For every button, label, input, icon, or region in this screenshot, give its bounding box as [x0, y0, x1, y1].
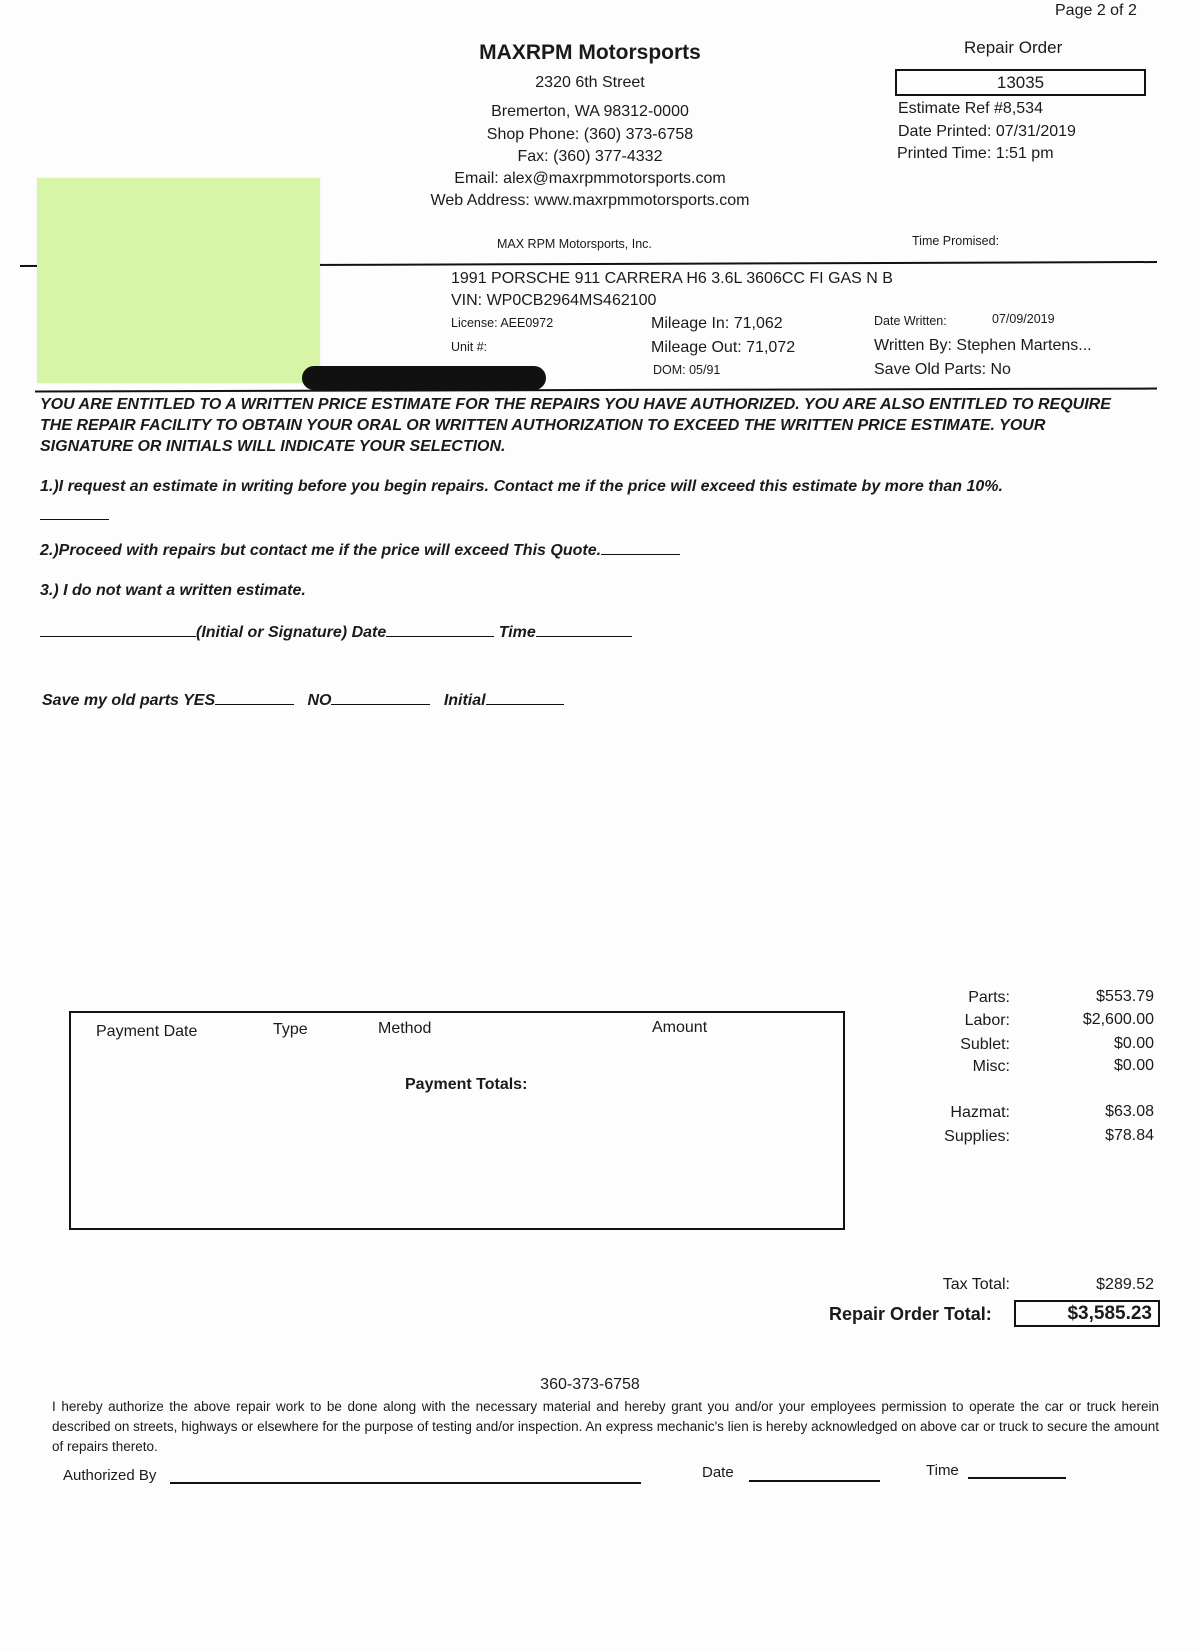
signature-row — [40, 622, 632, 642]
authorization-text: I hereby authorize the above repair work to be done along with the necessary material and hereby grant you and/or your employees permission to operate the car or truck herein described on streets, highways or elsewhere for the purpose of testing and/or inspection. An express mechanic's lien is hereby acknowledged on above car or truck to secure the amount of repairs thereto. — [52, 1399, 1159, 1454]
repair-order-number: 13035 — [895, 69, 1146, 96]
auth-date-label: Date — [702, 1464, 734, 1481]
shop-legal-name: MAX RPM Motorsports, Inc. — [497, 237, 652, 251]
shop-city: Bremerton, WA 98312-0000 — [491, 103, 689, 120]
authorized-by-label: Authorized By — [63, 1467, 157, 1484]
shop-fax: Fax: (360) 377-4332 — [517, 148, 663, 165]
save-parts-no-label: NO — [307, 692, 332, 709]
sublet-label: Sublet: — [960, 1036, 1010, 1053]
sticky-note — [37, 178, 320, 383]
shop-web: Web Address: www.maxrpmmotorsports.com — [430, 192, 750, 209]
misc-value: $0.00 — [1113, 1057, 1154, 1074]
payment-box — [69, 1011, 845, 1230]
col-type: Type — [273, 1021, 308, 1038]
labor-value: $2,600.00 — [1082, 1011, 1154, 1028]
mileage-in: Mileage In: 71,062 — [651, 315, 783, 332]
written-by: Written By: Stephen Martens... — [874, 337, 1092, 354]
tax-value: $289.52 — [1096, 1276, 1154, 1293]
save-parts-yes-label: Save my old parts YES — [42, 692, 216, 709]
shop-email: Email: alex@maxrpmmotorsports.com — [454, 170, 726, 187]
redaction-bar — [302, 366, 546, 390]
time-blank[interactable] — [536, 622, 632, 637]
estimate-ref: Estimate Ref #8,534 — [898, 100, 1043, 117]
option-2: 2.)Proceed with repairs but contact me if the price will exceed This Quote. — [40, 542, 602, 559]
grand-total-label: Repair Order Total: — [829, 1304, 992, 1324]
date-blank[interactable] — [386, 622, 494, 637]
auth-time-label: Time — [926, 1462, 959, 1479]
sublet-value: $0.00 — [1113, 1035, 1154, 1052]
col-payment-date: Payment Date — [96, 1023, 198, 1040]
vehicle-license: License: AEE0972 — [451, 316, 554, 330]
save-parts-no-blank[interactable] — [331, 690, 430, 705]
option-2-blank[interactable] — [601, 540, 680, 555]
page-number: Page 2 of 2 — [1055, 2, 1137, 19]
date-printed: Date Printed: 07/31/2019 — [898, 123, 1076, 140]
option-3: 3.) I do not want a written estimate. — [40, 582, 306, 599]
option-1: 1.)I request an estimate in writing before you begin repairs. Contact me if the price will exceed this estimate by more than 10%. — [40, 478, 1003, 495]
repair-order-heading: Repair Order — [964, 38, 1063, 57]
save-parts-initial-label: Initial — [443, 692, 486, 709]
supplies-label: Supplies: — [944, 1128, 1010, 1145]
authorized-by-line[interactable] — [170, 1482, 641, 1484]
date-written-value: 07/09/2019 — [992, 312, 1055, 326]
vehicle-unit: Unit #: — [451, 340, 488, 354]
hazmat-label: Hazmat: — [950, 1104, 1010, 1121]
shop-name: MAXRPM Motorsports — [479, 41, 701, 64]
initial-signature-blank[interactable] — [40, 622, 196, 637]
mileage-out: Mileage Out: 71,072 — [651, 339, 796, 356]
hazmat-value: $63.08 — [1105, 1103, 1154, 1120]
shop-street: 2320 6th Street — [535, 74, 645, 91]
shop-phone: Shop Phone: (360) 373-6758 — [486, 126, 694, 143]
col-amount: Amount — [652, 1019, 708, 1036]
option-1-blank[interactable] — [40, 505, 109, 520]
labor-label: Labor: — [964, 1012, 1010, 1029]
vehicle-divider — [35, 388, 1157, 393]
save-parts-row — [42, 690, 564, 710]
save-parts-initial-blank[interactable] — [486, 690, 564, 705]
estimate-notice: YOU ARE ENTITLED TO A WRITTEN PRICE ESTIMATE FOR THE REPAIRS YOU HAVE AUTHORIZED. YOU ARE ALSO ENTITLED TO REQUIRE THE REPAIR FACILITY TO OBTAIN YOUR ORAL OR WRITTEN AUTHORIZATION TO EXCEED THE WRITTEN PRICE ESTIMATE. YOUR SIGNATURE OR INITIALS WILL INDICATE YOUR SELECTION. — [40, 396, 1111, 455]
option-2-row — [40, 540, 680, 560]
auth-date-line[interactable] — [749, 1480, 880, 1482]
parts-value: $553.79 — [1096, 988, 1154, 1005]
time-label: Time — [498, 624, 536, 641]
grand-total-value: $3,585.23 — [1014, 1300, 1160, 1327]
save-parts-yes-blank[interactable] — [215, 690, 294, 705]
misc-label: Misc: — [972, 1058, 1010, 1075]
tax-label: Tax Total: — [942, 1276, 1010, 1293]
initial-signature-label: (Initial or Signature) Date — [196, 624, 387, 641]
printed-time: Printed Time: 1:51 pm — [897, 145, 1054, 162]
date-written-label: Date Written: — [874, 314, 947, 328]
auth-time-line[interactable] — [968, 1477, 1066, 1479]
parts-label: Parts: — [968, 989, 1010, 1006]
vehicle-dom: DOM: 05/91 — [653, 363, 721, 377]
supplies-value: $78.84 — [1105, 1127, 1154, 1144]
time-promised: Time Promised: — [912, 234, 1000, 248]
footer-phone: 360-373-6758 — [540, 1376, 640, 1393]
payment-totals: Payment Totals: — [405, 1076, 528, 1093]
save-old-parts: Save Old Parts: No — [874, 361, 1011, 378]
vehicle-description: 1991 PORSCHE 911 CARRERA H6 3.6L 3606CC FI GAS N B — [451, 270, 893, 287]
col-method: Method — [378, 1020, 432, 1037]
vehicle-vin: VIN: WP0CB2964MS462100 — [451, 292, 657, 309]
